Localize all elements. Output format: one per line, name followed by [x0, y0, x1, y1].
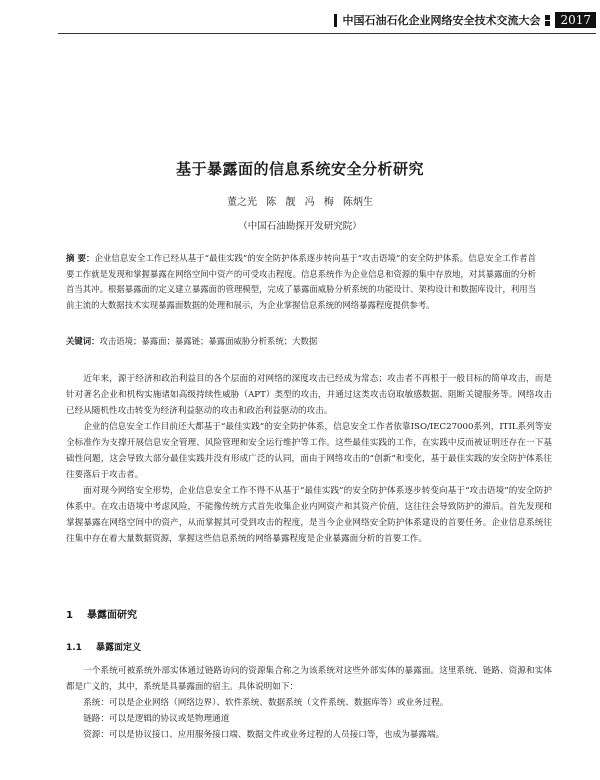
subsection-number: 1.1	[66, 643, 82, 653]
definition-body	[66, 663, 552, 743]
paper-authors: 董之光 陈 靓 冯 梅 陈炳生	[227, 197, 373, 208]
keywords-label: 关键词：	[66, 336, 100, 346]
paper-affiliation: （中国石油勘探开发研究院）	[238, 221, 362, 232]
keywords-text: 攻击语境；暴露面；暴露链；暴露面威胁分析系统；大数据	[99, 336, 318, 346]
intro-body	[66, 371, 552, 547]
definition-item-resource: 资源：可以是协议接口、应用服务接口端、数据文件或业务过程的人员接口等，也成为暴露端。	[83, 730, 445, 740]
definition-paragraph: 一个系统可被系统外部实体通过链路访问的资源集合称之为该系统对这些外部实体的暴露面。这里系统、链路、资源和实体都是广义的，其中，系统是具暴露面的宿主。具体说明如下：	[66, 666, 552, 692]
keywords	[66, 334, 536, 349]
abstract-text: 企业信息安全工作已经从基于“最佳实践”的安全防护体系逐步转向基于“攻击语境”的安全防护体系。信息安全工作者首要工作就是发现和掌握暴露在网络空间中资产的可受攻击程度。信息系统作为企业信息和资源的集中存放地，对其暴露面的分析首当其冲。根据暴露面的定义建立暴露面的管理模型，完成了暴露面威胁分析系统的功能设计、架构设计和数据库设计，利用当前主流的大数据技术实现暴露面数据的处理和展示，为企业掌握信息系统的网络暴露程度提供参考。	[66, 253, 536, 310]
subsection-heading	[66, 640, 141, 653]
journal-name: 中国石油石化企业网络安全技术交流大会	[342, 14, 541, 27]
header-year: 2017	[555, 12, 596, 28]
section-number: 1	[66, 610, 73, 621]
definition-item-link: 链路：可以是逻辑的协议或是物理通道	[83, 714, 230, 724]
subsection-title: 暴露面定义	[95, 643, 141, 653]
journal-header	[334, 10, 596, 30]
header-bar-mark	[334, 14, 337, 27]
intro-paragraph-3: 面对现今网络安全形势，企业信息安全工作不得不从基于“最佳实践”的安全防护体系逐步转变向基于“攻击语境”的安全防护体系中。在攻击语境中考虑风险，不能像传统方式首先收集企业内网资产和其资产价值，这往往会导致防护的滞后。首先发现和掌握暴露在网络空间中的资产，从而掌握其可受到攻击的程度，是当今企业网络安全防护体系建设的首要任务。企业信息系统往往集中存在着大量数据资源，掌握这些信息系统的网络暴露程度是企业暴露面分析的首要工作。	[66, 486, 552, 544]
section-title: 暴露面研究	[86, 610, 137, 621]
header-rule	[58, 33, 596, 34]
intro-paragraph-1: 近年来，源于经济和政治利益目的各个层面的对网络的深度攻击已经成为常态；攻击者不再根于一般目标的简单攻击，而是针对著名企业和机构实施诸如高级持续性威胁（APT）类型的攻击，并通过这类攻击窃取敏感数据、阻断关键服务等。网络攻击已经从随机性攻击转变为经济利益驱动的攻击和政治利益驱动的攻击。	[66, 374, 552, 416]
definition-item-system: 系统：可以是企业网络（网络边界）、软件系统、数据系统（文件系统、数据库等）或业务过程。	[83, 698, 449, 708]
paper-title: 基于暴露面的信息系统安全分析研究	[175, 160, 424, 178]
intro-paragraph-2: 企业的信息安全工作目前还大都基于“最佳实践”的安全防护体系，信息安全工作者依靠ISO/IEC27000系列，ITIL系列等安全标准作为支撑开展信息安全管理、风险管理和安全运行维护等工作。这些最佳实践的工作，在实践中反而被证明还存在一下基础性问题，这会导致大部分最佳实践并没有形成广泛的认同，面由于网络攻击的“创新”和变化，基于最佳实践的安全防护体系往往要落后于攻击者。	[66, 422, 552, 480]
abstract	[66, 251, 536, 313]
abstract-label: 摘 要：	[66, 253, 95, 263]
header-squares-mark	[545, 15, 550, 26]
section-heading	[66, 606, 137, 621]
